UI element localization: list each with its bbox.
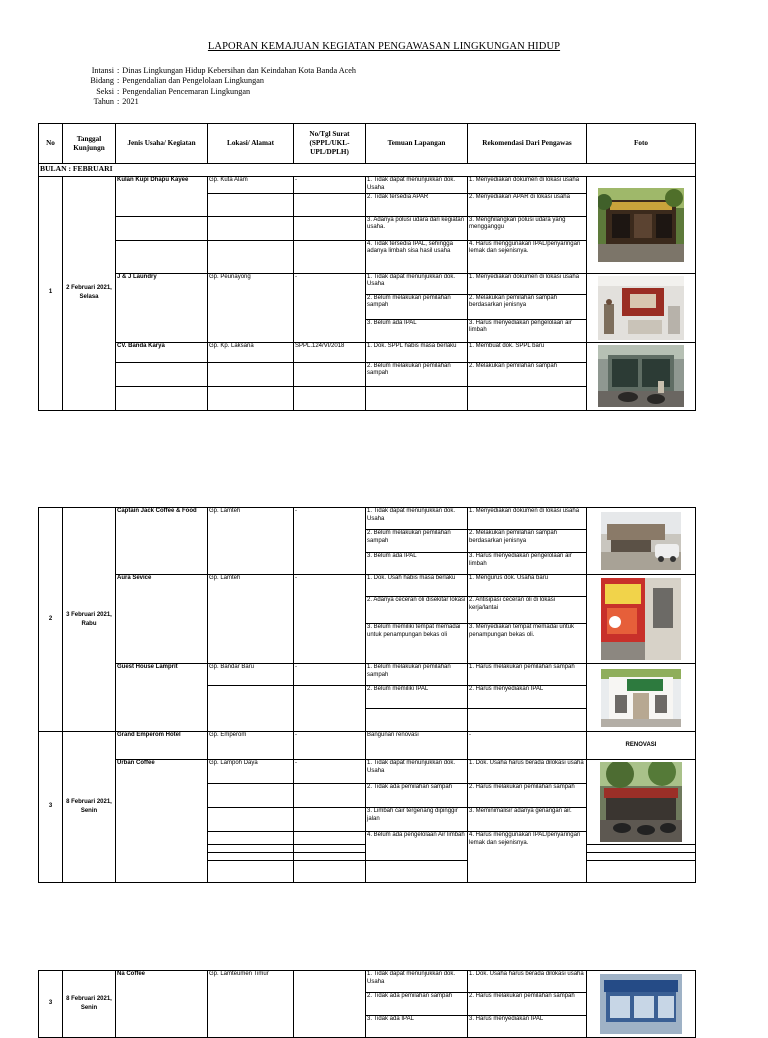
report-table-continued (38, 507, 696, 883)
business-location: Gp. Peunayong (208, 273, 294, 342)
finding: 2. Belum memiliki IPAL (366, 686, 468, 709)
recommendation: 4. Harus menggunakan IPAL/penyaringan lemak dan sejenisnya. (468, 240, 587, 273)
report-meta (0, 66, 356, 107)
photo-cell (587, 177, 696, 274)
meta-label: Seksi (96, 86, 114, 96)
recommendation: - (468, 732, 587, 760)
finding: 1. Belum melakukan pemilahan sampah (366, 664, 468, 686)
report-table-february (38, 123, 696, 411)
finding: 1. Tidak dapat menunjukkan dok. Usaha (366, 508, 468, 530)
finding: 1. Tidak dapat menunjukkan dok. Usaha (366, 971, 468, 993)
permit-number: - (294, 508, 366, 575)
header-foto: Foto (587, 124, 696, 164)
finding: 3. Belum memiliki tempat memadai untuk penampungan bekas oli (366, 624, 468, 664)
business-location: Gp. Kuta Alam (208, 177, 294, 194)
finding: 3. Belum ada IPAL (366, 553, 468, 575)
table-row (39, 664, 696, 686)
photo-cell (587, 971, 696, 1038)
finding: 2. Belum melakukan pemilahan sampah (366, 530, 468, 553)
business-location: Gp. Lamteh (208, 508, 294, 575)
permit-number: SPPL.124/VI/2018 (294, 342, 366, 362)
meta-row-seksi: Seksi : Pengendalian Pencemaran Lingkungan (0, 87, 356, 97)
recommendation: 2. Harus melakukan pemilahan sampah (468, 993, 587, 1016)
meta-label: Bidang (90, 76, 114, 86)
meta-value: Pengendalian dan Pengelolaan Lingkungan (122, 76, 264, 86)
finding: 1. Dok. SPPL habis masa berlaku (366, 342, 468, 362)
visit-date: 3 Februari 2021, Rabu (63, 508, 116, 732)
finding: 1. Dok. Usah habis masa berlaku (366, 575, 468, 597)
visit-date: 2 Februari 2021, Selasa (63, 177, 116, 411)
meta-value: Pengendalian Pencemaran Lingkungan (122, 86, 251, 96)
recommendation: 1. Harus melakukan pemilahan sampah (468, 664, 587, 686)
meta-row-bidang: Bidang : Pengendalian dan Pengelolaan Lingkungan (0, 76, 356, 86)
row-number: 3 (39, 971, 63, 1038)
business-location: Gp. Bandar Baru (208, 664, 294, 686)
recommendation: 1. Menyediakan dokumen di lokasi usaha (468, 273, 587, 294)
photo-urban-coffee (600, 762, 682, 842)
recommendation: 2. Harus melakukan pemilahan sampah (468, 784, 587, 808)
recommendation: 2. Antisipasi ceceran oli di lokasi kerja/lantai (468, 597, 587, 624)
business-name: Aura Sevice (116, 575, 208, 664)
meta-row-instansi: Intansi : Dinas Lingkungan Hidup Kebersihan dan Keindahan Kota Banda Aceh (0, 66, 356, 76)
row-number: 3 (39, 732, 63, 883)
business-name: J & J Laundry (116, 273, 208, 342)
permit-number: - (294, 760, 366, 784)
permit-number: - (294, 732, 366, 760)
photo-cell (587, 575, 696, 664)
header-no: No (39, 124, 63, 164)
recommendation: 3. Menghilangkan polusi udara yang mengganggu (468, 216, 587, 240)
photo-guest-house (601, 669, 681, 727)
permit-number: - (294, 273, 366, 342)
recommendation: 2. Melakukan pemilahan sampah berdasarkan jenisnya (468, 530, 587, 553)
table-row (39, 177, 696, 194)
recommendation: 3. Harus menyediakan IPAL (468, 1016, 587, 1038)
finding: 2. Belum melakukan pemilahan sampah (366, 294, 468, 319)
finding: 1. Tidak dapat menunjukkan dok. Usaha (366, 177, 468, 194)
recommendation: 1. Dok. Usaha harus berada dilokasi usaha (468, 971, 587, 993)
business-name: Captain Jack Coffee & Food (116, 508, 208, 575)
recommendation: 1. Menyediakan dokumen di lokasi usaha (468, 177, 587, 194)
business-location: Gp. Emperom (208, 732, 294, 760)
finding: 3. Limbah cair tergenang dipinggir jalan (366, 808, 468, 832)
photo-cell (587, 664, 696, 732)
finding: 2. Tidak ada pemilahan sampah (366, 784, 468, 808)
photo-cell (587, 273, 696, 342)
recommendation: 3. Meminimalisir adanya genangan air. (468, 808, 587, 832)
report-title: LAPORAN KEMAJUAN KEGIATAN PENGAWASAN LINGKUNGAN HIDUP (207, 41, 561, 52)
photo-aura-service (601, 578, 681, 660)
business-location: Gp. Kp. Laksana (208, 342, 294, 362)
permit-number: - (294, 177, 366, 194)
business-name: Guest House Lamprit (116, 664, 208, 732)
meta-label: Tahun (93, 96, 114, 106)
table-row (39, 508, 696, 530)
table-row (39, 273, 696, 294)
permit-number: - (294, 664, 366, 686)
table-row (39, 732, 696, 760)
business-location: Gp. Lamteh (208, 575, 294, 664)
meta-label: Intansi (91, 66, 114, 75)
recommendation: 4. Harus menggunakan IPAL/penyaringan lemak dan sejenisnya. (468, 832, 587, 883)
meta-value: 2021 (122, 96, 139, 106)
finding: 1. Tidak dapat menunjukkan dok. Usaha (366, 273, 468, 294)
finding: 2. Belum melakukan pemilahan sampah (366, 362, 468, 386)
photo-laundry (598, 276, 684, 340)
row-number: 2 (39, 508, 63, 732)
table-row (39, 760, 696, 784)
recommendation: 1. Dok. Usaha harus berada dilokasi usaha (468, 760, 587, 784)
business-location: Gp. Lampoh Daya (208, 760, 294, 784)
header-temuan: Temuan Lapangan (366, 124, 468, 164)
meta-row-tahun: Tahun : 2021 (0, 97, 356, 107)
month-label: BULAN : FEBRUARI (39, 164, 696, 177)
business-name: Urban Coffee (116, 760, 208, 883)
table-row (39, 575, 696, 597)
business-name: Na Coffee (116, 971, 208, 1038)
recommendation: 1. Menyediakan dokumen di lokasi usaha (468, 508, 587, 530)
month-row (39, 164, 696, 177)
finding: 2. Tidak tersedia APAR (366, 193, 468, 216)
business-name: Grand Emperom Hotel (116, 732, 208, 760)
recommendation: 1. Mengurus dok. Usaha baru (468, 575, 587, 597)
recommendation: 2. Melakukan pemilahan sampah berdasarkan jenisnya (468, 294, 587, 319)
header-tanggal: Tanggal Kunjungn (63, 124, 116, 164)
permit-number: - (294, 575, 366, 664)
visit-date: 8 Februari 2021, Senin (63, 732, 116, 883)
finding: 2. Tidak ada pemilahan sampah (366, 993, 468, 1016)
header-lokasi: Lokasi/ Alamat (208, 124, 294, 164)
finding: 4. Belum ada pengelolaan Air limbah (366, 832, 468, 861)
recommendation: 3. Harus menyediakan pengelolaan air limbah (468, 319, 587, 342)
photo-cell (587, 342, 696, 410)
finding: 3. Belum ada IPAL (366, 319, 468, 342)
recommendation: 2. Harus menyediakan IPAL (468, 686, 587, 709)
photo-kulan-kupi (598, 188, 684, 262)
table-header-row (39, 124, 696, 164)
recommendation: 2. Melakukan pemilahan sampah (468, 362, 587, 386)
finding: 3. Tidak ada IPAL (366, 1016, 468, 1038)
photo-cell (587, 760, 696, 845)
recommendation: 2. Menyediakan APAR di lokasi usaha (468, 193, 587, 216)
permit-number (294, 971, 366, 1038)
recommendation: 3. Menyediakan tempat memadai untuk penampungan bekas oli. (468, 624, 587, 664)
row-number: 1 (39, 177, 63, 411)
meta-value: Dinas Lingkungan Hidup Kebersihan dan Keindahan Kota Banda Aceh (122, 66, 357, 75)
finding: 3. Adanya polusi udara dari kegiatan usaha. (366, 216, 468, 240)
report-table-partial (38, 970, 696, 1038)
business-name: Kulan Kupi Dhapu Kayee (116, 177, 208, 217)
recommendation: 3. Harus menyediakan pengelolaan air limbah (468, 553, 587, 575)
header-jenis-usaha: Jenis Usaha/ Kegiatan (116, 124, 208, 164)
photo-banda-karya (598, 345, 684, 407)
table-row (39, 342, 696, 362)
photo-na-coffee (600, 974, 682, 1034)
photo-cell (587, 508, 696, 575)
renovation-label: RENOVASI (587, 732, 696, 760)
finding: 1. Tidak dapat menunjukkan dok. Usaha (366, 760, 468, 784)
header-surat: No/Tgl Surat (SPPL/UKL-UPL/DPLH) (294, 124, 366, 164)
photo-captain-jack (601, 512, 681, 570)
header-rekomendasi: Rekomendasi Dari Pengawas (468, 124, 587, 164)
visit-date: 8 Februari 2021, Senin (63, 971, 116, 1038)
business-name: CV. Banda Karya (116, 342, 208, 362)
business-location: Gp. Lamteumen Timur (208, 971, 294, 1038)
finding: 4. Tidak tersedia IPAL, sehingga adanya limbah sisa hasil usaha (366, 240, 468, 273)
table-row (39, 971, 696, 993)
finding: 2. Adanya ceceran oli disekitar lokasi (366, 597, 468, 624)
finding: Bangunan renovasi (366, 732, 468, 760)
recommendation: 1. Membuat dok. SPPL baru (468, 342, 587, 362)
